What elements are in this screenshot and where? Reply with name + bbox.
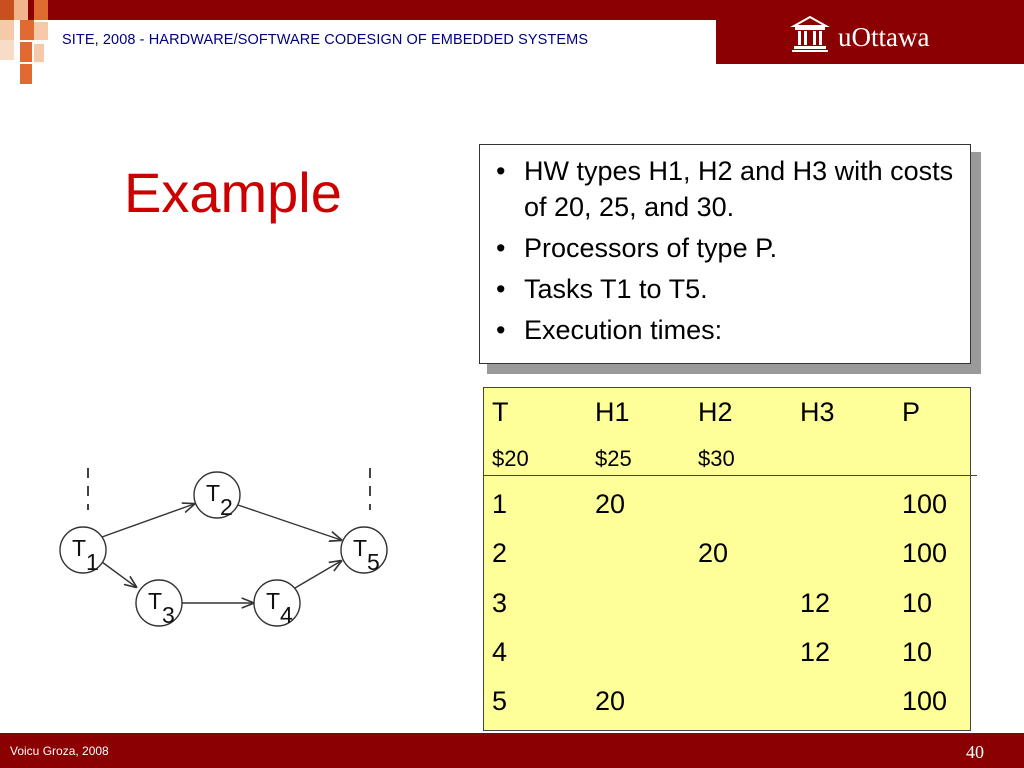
bullet-dot: • [496,156,506,186]
table-cell: 20 [595,686,626,716]
decor-square-1 [0,0,14,20]
bullet-item [490,312,960,348]
footer-author: Voicu Groza, 2008 [10,744,109,758]
table-cell: 2 [492,538,508,568]
table-cell: 4 [492,637,508,667]
bullet-text: Tasks T1 to T5. [524,274,708,304]
decor-square-4 [0,20,14,40]
decor-square-6 [34,22,48,40]
slide-title: Example [124,161,342,224]
logo-text: uOttawa [838,22,930,52]
university-building-icon [790,14,830,52]
table-cell: 100 [902,538,948,568]
bullet-item [490,271,960,307]
edge-t1-t3 [102,562,136,587]
bullet-dot: • [496,315,506,345]
node-letter: T [206,480,221,506]
table-cell: 100 [902,489,948,519]
table-cell: 20 [595,489,626,519]
table-cost-cell: $25 [595,446,632,471]
decor-square-2 [14,0,28,20]
node-subscript: 1 [86,549,99,575]
decor-square-5 [20,20,34,40]
decor-square-10 [20,64,32,84]
bullet-text: Processors of type P. [524,233,778,263]
decor-square-8 [20,42,32,62]
table-header-cell: H3 [800,397,835,427]
page-number: 40 [966,742,984,762]
decor-square-9 [34,44,44,62]
table-cell: 1 [492,489,508,519]
course-title: SITE, 2008 - HARDWARE/SOFTWARE CODESIGN OF EMBEDDED SYSTEMS [62,32,589,48]
bullet-list [480,145,970,348]
table-header-cell: H1 [595,397,630,427]
node-letter: T [72,535,87,561]
node-letter: T [353,535,368,561]
decor-square-7 [0,40,14,60]
node-subscript: 2 [220,494,233,520]
node-subscript: 3 [162,602,175,628]
table-header-cell: T [492,397,509,427]
task-node-t2 [194,472,240,520]
table-cost-cell: $30 [698,446,735,471]
bullet-item [490,230,960,266]
header-bar [0,0,1024,64]
table-header-separator [483,475,977,476]
table-cell: 20 [698,538,729,568]
table-cell: 5 [492,686,508,716]
table-cell: 10 [902,637,933,667]
bullet-text: Execution times: [524,315,723,345]
node-letter: T [266,588,281,614]
table-cell: 3 [492,588,508,618]
edge-t4-t5 [295,561,341,588]
bullet-item [490,153,960,225]
table-cell: 12 [800,637,831,667]
task-node-t1 [60,527,106,575]
task-node-t5 [341,527,387,575]
node-subscript: 4 [280,602,293,628]
task-graph [50,460,410,640]
table-cell: 12 [800,588,831,618]
task-node-t3 [136,580,182,628]
table-header-cell: H2 [698,397,733,427]
node-subscript: 5 [367,549,380,575]
bullet-box [479,144,971,364]
bullet-text: HW types H1, H2 and H3 with costs of 20, 25, and 30. [524,156,954,222]
table-cell: 100 [902,686,948,716]
table-cell: 10 [902,588,933,618]
decor-square-3 [34,0,48,20]
edge-t1-t2 [102,504,194,537]
table-cost-cell: $20 [492,446,529,471]
bullet-dot: • [496,274,506,304]
edge-t2-t5 [238,505,341,540]
task-node-t4 [254,580,300,628]
node-letter: T [148,588,163,614]
footer-bar [0,733,1024,768]
table-header-cell: P [902,397,921,427]
bullet-dot: • [496,233,506,263]
